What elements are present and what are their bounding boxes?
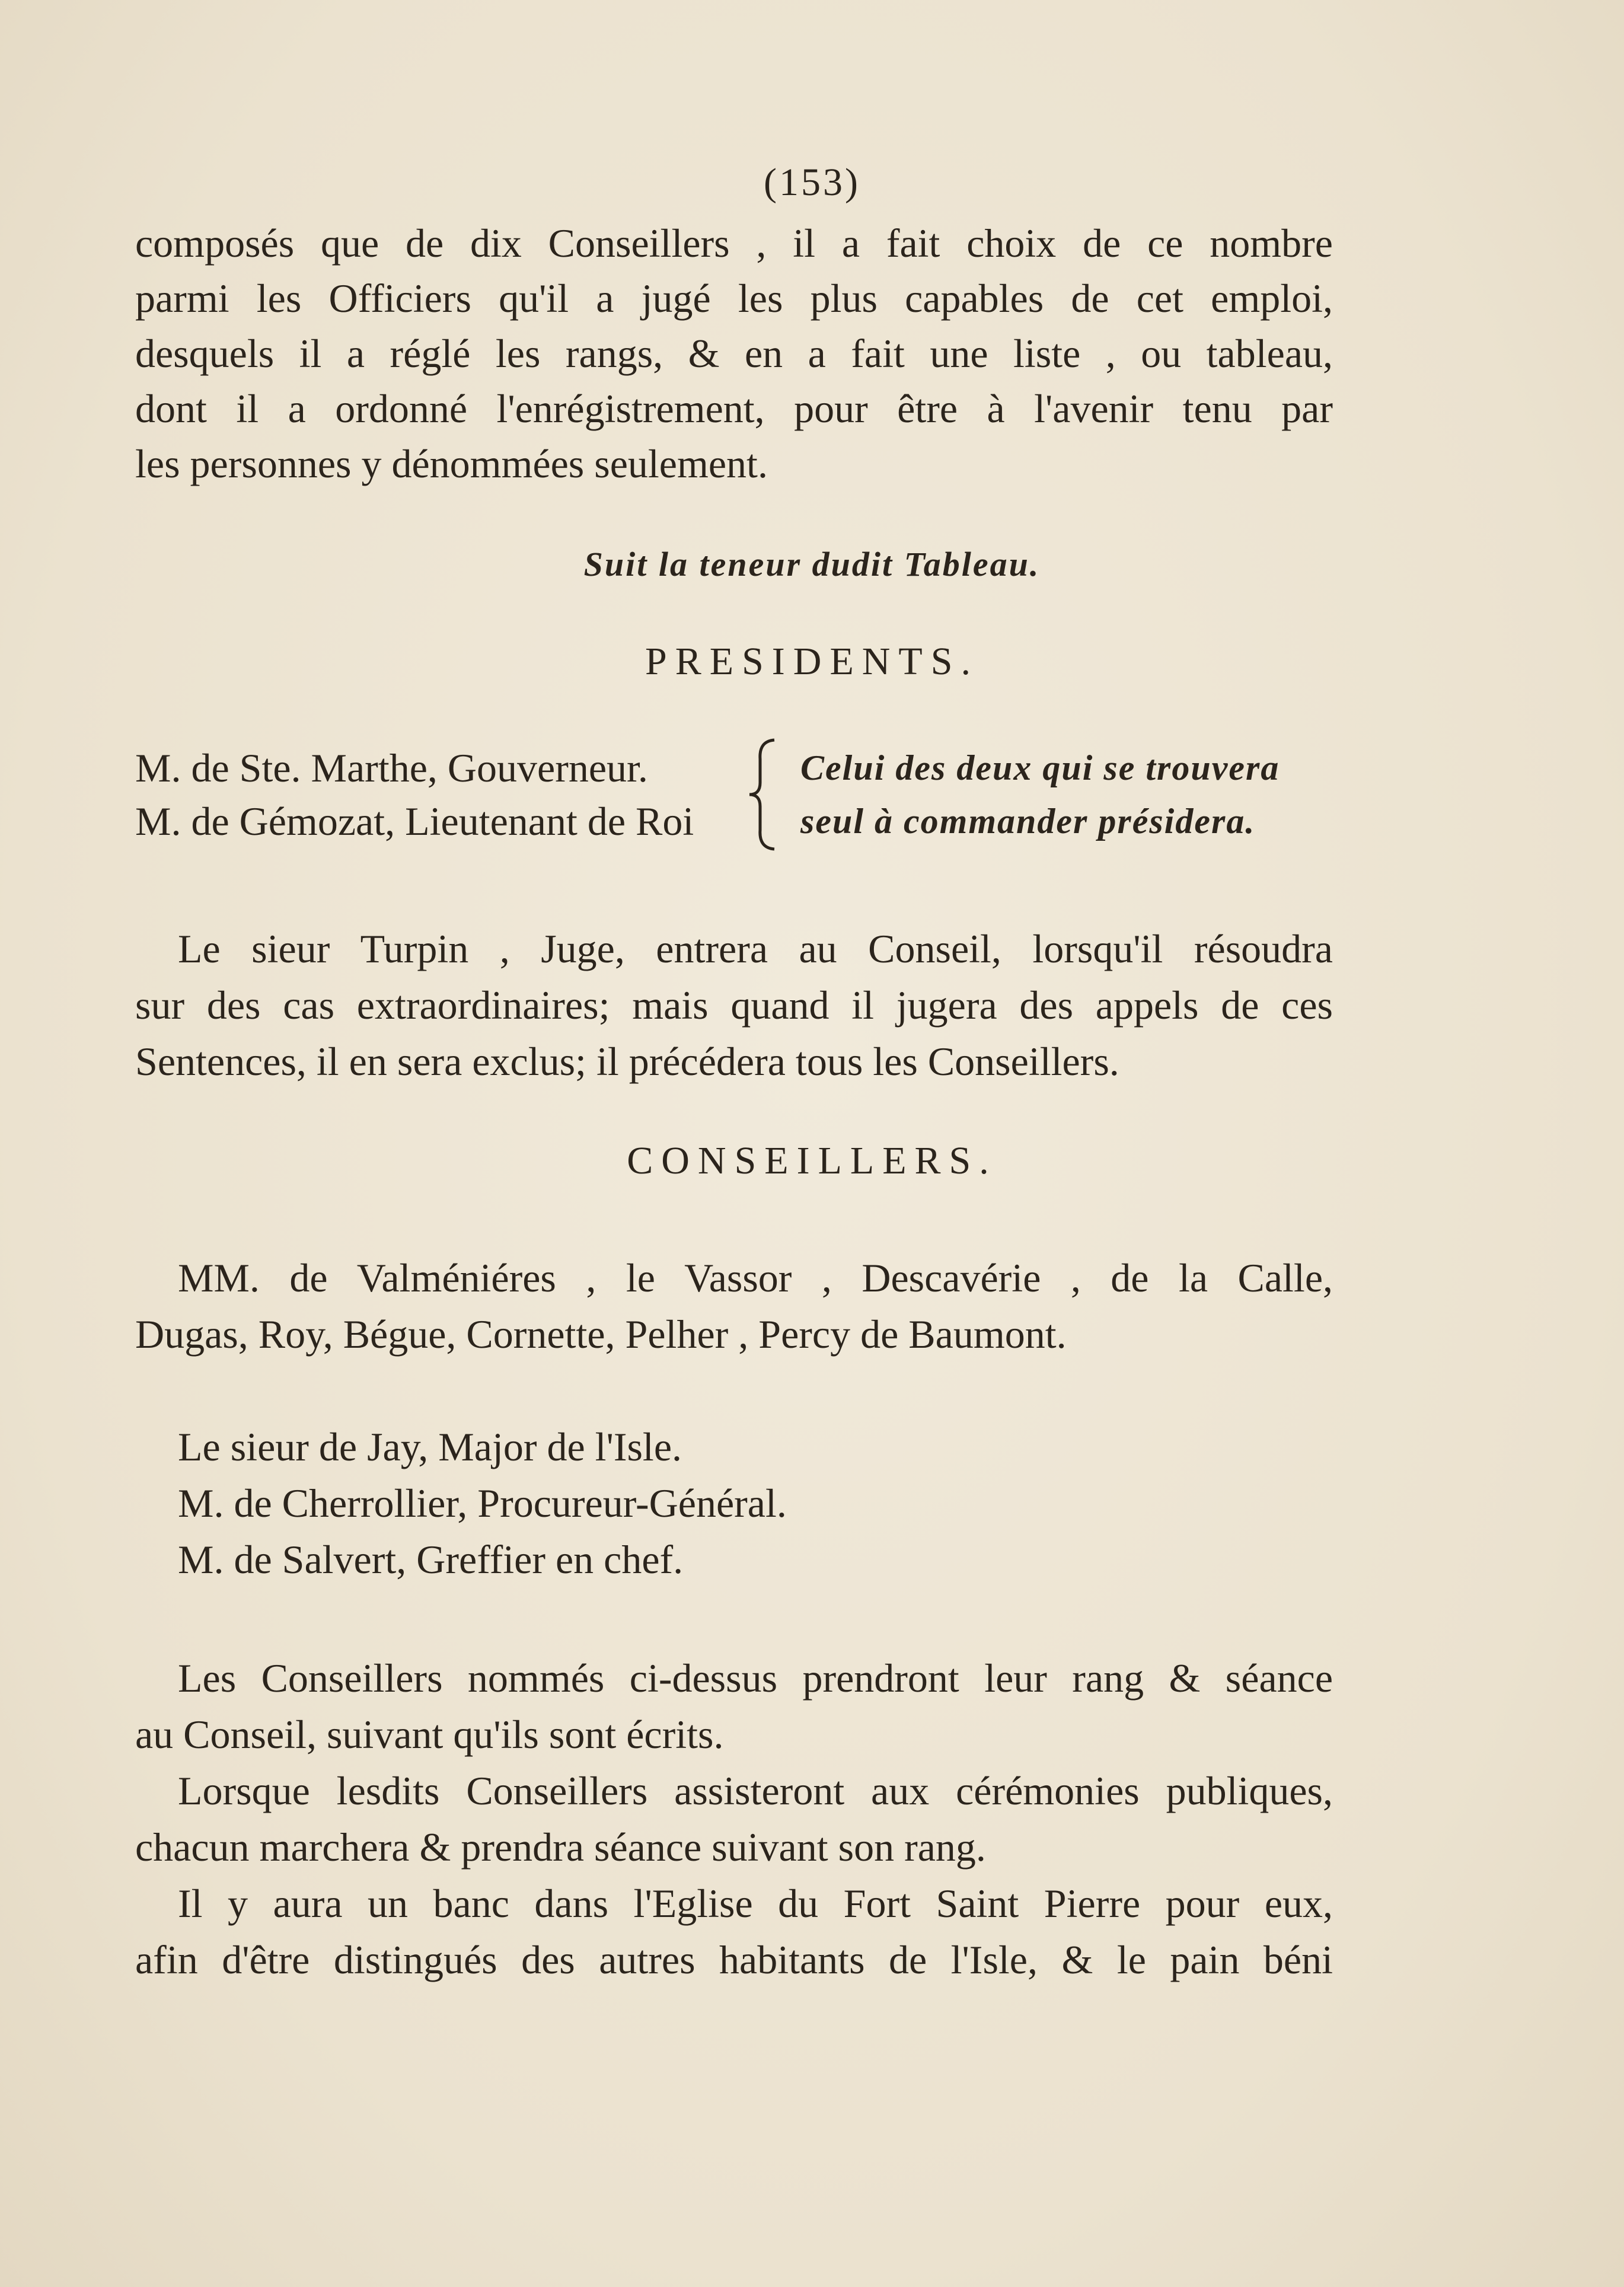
intro-line-5: les personnes y dénommées seulement. — [135, 441, 768, 486]
conseillers-heading: CONSEILLERS. — [627, 1139, 997, 1182]
closing-line-4: chacun marchera & prendra séance suivant son rang. — [135, 1825, 986, 1870]
conseillers-line-2: Dugas, Roy, Bégue, Cornette, Pelher , Percy de Baumont. — [135, 1312, 1067, 1357]
officer-2: M. de Cherrollier, Procureur-Général. — [178, 1481, 787, 1526]
closing-line-2: au Conseil, suivant qu'ils sont écrits. — [135, 1712, 724, 1757]
presidents-note-2: seul à commander présidera. — [800, 802, 1256, 841]
closing-line-6: afin d'être distingués des autres habitants de l'Isle, & le pain béni — [135, 1937, 1333, 1982]
conseillers-line-1: MM. de Valméniéres , le Vassor , Descavérie , de la Calle, — [178, 1255, 1333, 1300]
intro-line-3: desquels il a réglé les rangs, & en a fait une liste , ou tableau, — [135, 331, 1333, 376]
closing-line-5: Il y aura un banc dans l'Eglise du Fort Saint Pierre pour eux, — [178, 1881, 1333, 1926]
president-2: M. de Gémozat, Lieutenant de Roi — [135, 799, 694, 844]
closing-line-1: Les Conseillers nommés ci-dessus prendront leur rang & séance — [178, 1656, 1333, 1701]
turpin-line-1: Le sieur Turpin , Juge, entrera au Conseil, lorsqu'il résoudra — [178, 926, 1333, 971]
intro-line-4: dont il a ordonné l'enrégistrement, pour être à l'avenir tenu par — [135, 386, 1333, 431]
curly-brace — [746, 735, 781, 854]
intro-line-1: composés que de dix Conseillers , il a fait choix de ce nombre — [135, 221, 1333, 266]
turpin-line-3: Sentences, il en sera exclus; il précédera tous les Conseillers. — [135, 1039, 1119, 1084]
intro-line-2: parmi les Officiers qu'il a jugé les plus capables de cet emploi, — [135, 276, 1333, 321]
closing-line-3: Lorsque lesdits Conseillers assisteront aux cérémonies publiques, — [178, 1768, 1333, 1813]
presidents-heading: PRESIDENTS. — [645, 640, 979, 683]
officer-1: Le sieur de Jay, Major de l'Isle. — [178, 1424, 682, 1469]
turpin-line-2: sur des cas extraordinaires; mais quand il jugera des appels de ces — [135, 983, 1333, 1028]
president-1: M. de Ste. Marthe, Gouverneur. — [135, 745, 648, 790]
officer-3: M. de Salvert, Greffier en chef. — [178, 1537, 684, 1582]
presidents-note-1: Celui des deux qui se trouvera — [800, 748, 1280, 787]
tableau-heading: Suit la teneur dudit Tableau. — [583, 545, 1041, 583]
page-number: (153) — [764, 161, 860, 204]
